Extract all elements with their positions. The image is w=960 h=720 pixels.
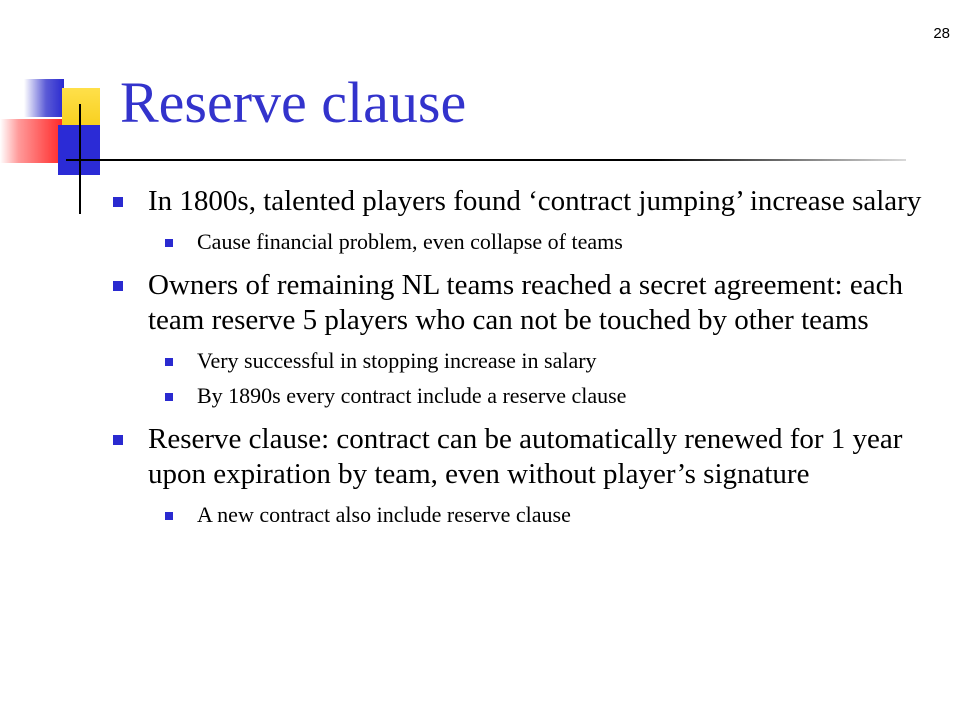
logo-red-square (0, 119, 62, 163)
page-number: 28 (933, 25, 950, 42)
square-bullet-icon (165, 358, 173, 366)
bullet-text: Owners of remaining NL teams reached a secret agreement: each team reserve 5 players who can not be touched by other teams (148, 269, 903, 336)
logo-blue-square-top (24, 79, 64, 117)
sub-bullet-item (113, 383, 923, 409)
logo-yellow-square (62, 88, 100, 128)
bullet-text: Reserve clause: contract can be automatically renewed for 1 year upon expiration by team, even without player’s signature (148, 423, 903, 490)
bullet-item (113, 422, 923, 492)
square-bullet-icon (113, 435, 123, 445)
bullet-text: In 1800s, talented players found ‘contract jumping’ increase salary (148, 185, 922, 217)
sub-bullet-text: Cause financial problem, even collapse of teams (197, 229, 623, 254)
square-bullet-icon (113, 197, 123, 207)
square-bullet-icon (165, 239, 173, 247)
bullet-list (113, 184, 923, 541)
square-bullet-icon (165, 393, 173, 401)
bullet-item (113, 268, 923, 338)
sub-bullet-text: By 1890s every contract include a reserve clause (197, 383, 627, 408)
title-underline (66, 159, 906, 161)
square-bullet-icon (165, 512, 173, 520)
sub-bullet-item (113, 229, 923, 255)
sub-bullet-item (113, 348, 923, 374)
sub-bullet-text: A new contract also include reserve clause (197, 502, 571, 527)
slide-title: Reserve clause (120, 70, 467, 135)
sub-bullet-item (113, 502, 923, 528)
bullet-item (113, 184, 923, 219)
square-bullet-icon (113, 281, 123, 291)
sub-bullet-text: Very successful in stopping increase in salary (197, 348, 597, 373)
